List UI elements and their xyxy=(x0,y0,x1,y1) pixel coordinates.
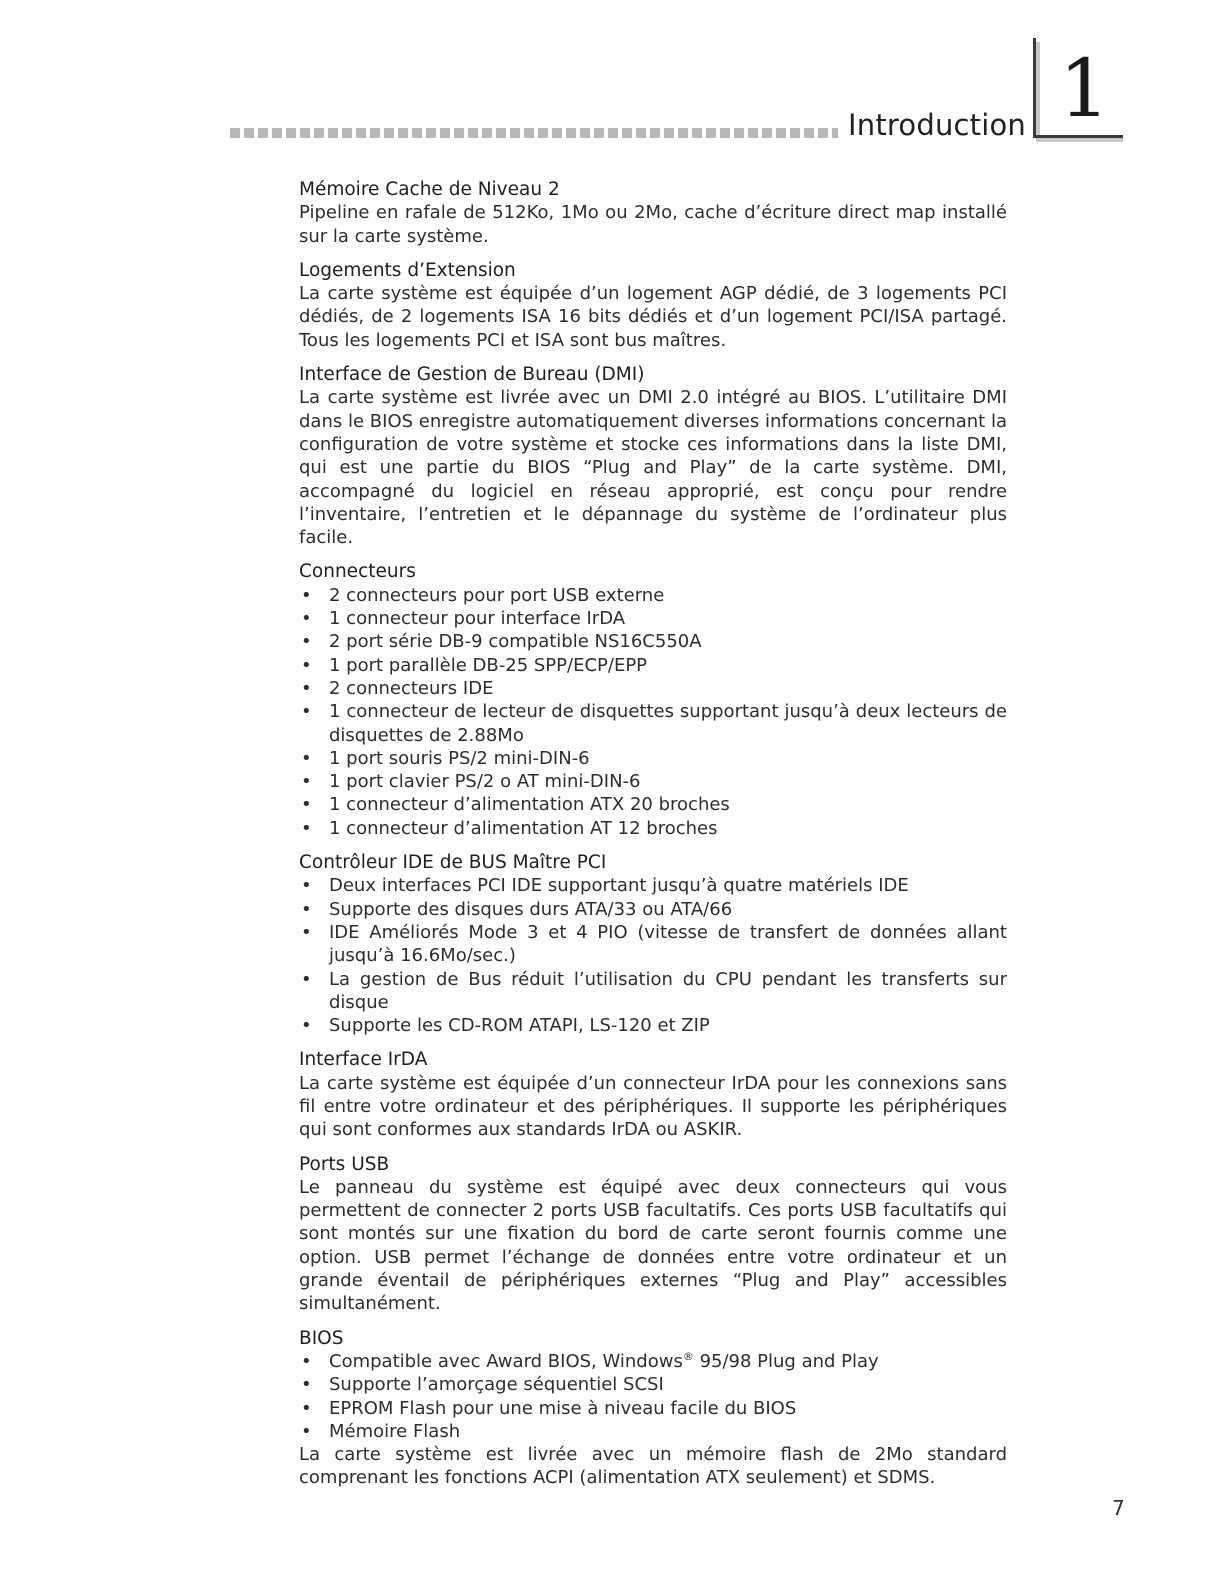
list-item: • IDE Améliorés Mode 3 et 4 PIO (vitesse de transfert de données allant jusqu’à 16.6Mo/sec.) xyxy=(299,921,1007,968)
list-item xyxy=(299,1350,1007,1373)
list-item-text: 95/98 Plug and Play xyxy=(693,1350,879,1372)
list-item: • 1 connecteur de lecteur de disquettes supportant jusqu’à deux lecteurs de disquettes de 2.88Mo xyxy=(299,700,1007,747)
list-item: • 2 connecteurs IDE xyxy=(299,677,1007,700)
section-heading: Logements d’Extension xyxy=(299,259,516,281)
section-heading: Ports USB xyxy=(299,1153,390,1175)
list-item: • 2 connecteurs pour port USB externe xyxy=(299,584,1007,607)
list-item: • 1 port parallèle DB-25 SPP/ECP/EPP xyxy=(299,654,1007,677)
chapter-number: 1 xyxy=(1059,42,1110,135)
section-paragraph: Pipeline en rafale de 512Ko, 1Mo ou 2Mo, cache d’écriture direct map installé sur la carte système. xyxy=(299,202,1007,247)
list-item: • 1 port souris PS/2 mini-DIN-6 xyxy=(299,747,1007,770)
section-connectors xyxy=(299,560,1007,840)
section-heading: Contrôleur IDE de BUS Maître PCI xyxy=(299,852,607,874)
section-dmi xyxy=(299,363,1007,549)
list-item: • EPROM Flash pour une mise à niveau facile du BIOS xyxy=(299,1397,1007,1420)
section-expansion-slots xyxy=(299,259,1007,352)
list-item: • 1 port clavier PS/2 o AT mini-DIN-6 xyxy=(299,770,1007,793)
section-paragraph: La carte système est livrée avec un mémoire flash de 2Mo standard comprenant les fonctions ACPI (alimentation ATX seulement) et SDMS. xyxy=(299,1444,1007,1489)
bullet-list xyxy=(299,874,1007,1037)
section-paragraph: La carte système est équipée d’un connecteur IrDA pour les connexions sans fil entre votre ordinateur et des périphériques. Il supporte les périphériques qui sont conformes aux standards IrDA ou ASKIR. xyxy=(299,1072,1007,1141)
list-item: • 1 connecteur d’alimentation ATX 20 broches xyxy=(299,793,1007,816)
section-irda xyxy=(299,1048,1007,1141)
section-cache xyxy=(299,178,1007,248)
section-heading: Connecteurs xyxy=(299,561,416,583)
registered-mark: ® xyxy=(682,1349,694,1363)
list-item: • La gestion de Bus réduit l’utilisation du CPU pendant les transferts sur disque xyxy=(299,968,1007,1015)
page-content xyxy=(299,178,1007,1501)
section-paragraph: La carte système est livrée avec un DMI 2.0 intégré au BIOS. L’utilitaire DMI dans le BIOS enregistre automatiquement diverses informations concernant la configuration de votre système et stocke ces informations dans la liste DMI, qui est une partie du BIOS “Plug and Play” de la carte système. DMI, accompagné du logiciel en réseau approprié, est conçu pour rendre l’inventaire, l’entretien et le dépannage du système de l’ordinateur plus facile. xyxy=(299,387,1007,549)
decorative-dot-rule xyxy=(230,128,838,138)
list-item: • Mémoire Flash xyxy=(299,1420,1007,1443)
section-usb-ports xyxy=(299,1153,1007,1316)
list-item: • 1 connecteur pour interface IrDA xyxy=(299,607,1007,630)
bullet-list xyxy=(299,584,1007,840)
section-heading: Interface de Gestion de Bureau (DMI) xyxy=(299,364,645,386)
section-heading: Interface IrDA xyxy=(299,1049,428,1071)
list-item: • Supporte les CD-ROM ATAPI, LS-120 et ZIP xyxy=(299,1014,1007,1037)
list-item: • 2 port série DB-9 compatible NS16C550A xyxy=(299,630,1007,653)
section-heading: BIOS xyxy=(299,1327,344,1349)
bullet-list xyxy=(299,1350,1007,1443)
list-item-text: Compatible avec Award BIOS, Windows xyxy=(329,1350,683,1372)
list-item: • Supporte l’amorçage séquentiel SCSI xyxy=(299,1373,1007,1396)
chapter-title: Introduction xyxy=(848,108,1027,142)
chapter-number-box xyxy=(1033,38,1123,142)
list-item: • Deux interfaces PCI IDE supportant jusqu’à quatre matériels IDE xyxy=(299,874,1007,897)
page-number: 7 xyxy=(1112,1496,1125,1520)
section-ide-controller xyxy=(299,851,1007,1037)
list-item: • 1 connecteur d’alimentation AT 12 broches xyxy=(299,817,1007,840)
list-item: • Supporte des disques durs ATA/33 ou ATA/66 xyxy=(299,898,1007,921)
section-bios xyxy=(299,1327,1007,1490)
section-paragraph: La carte système est équipée d’un logement AGP dédié, de 3 logements PCI dédiés, de 2 logements ISA 16 bits dédiés et d’un logement PCI/ISA partagé. Tous les logements PCI et ISA sont bus maîtres. xyxy=(299,283,1007,351)
section-paragraph: Le panneau du système est équipé avec deux connecteurs qui vous permettent de connecter 2 ports USB facultatifs. Ces ports USB facultatifs qui sont montés sur une fixation du bord de carte seront fournis comme une option. USB permet l’échange de données entre votre ordinateur et un grande éventail de périphériques externes “Plug and Play” accessibles simultanément. xyxy=(299,1176,1007,1315)
section-heading: Mémoire Cache de Niveau 2 xyxy=(299,179,560,200)
